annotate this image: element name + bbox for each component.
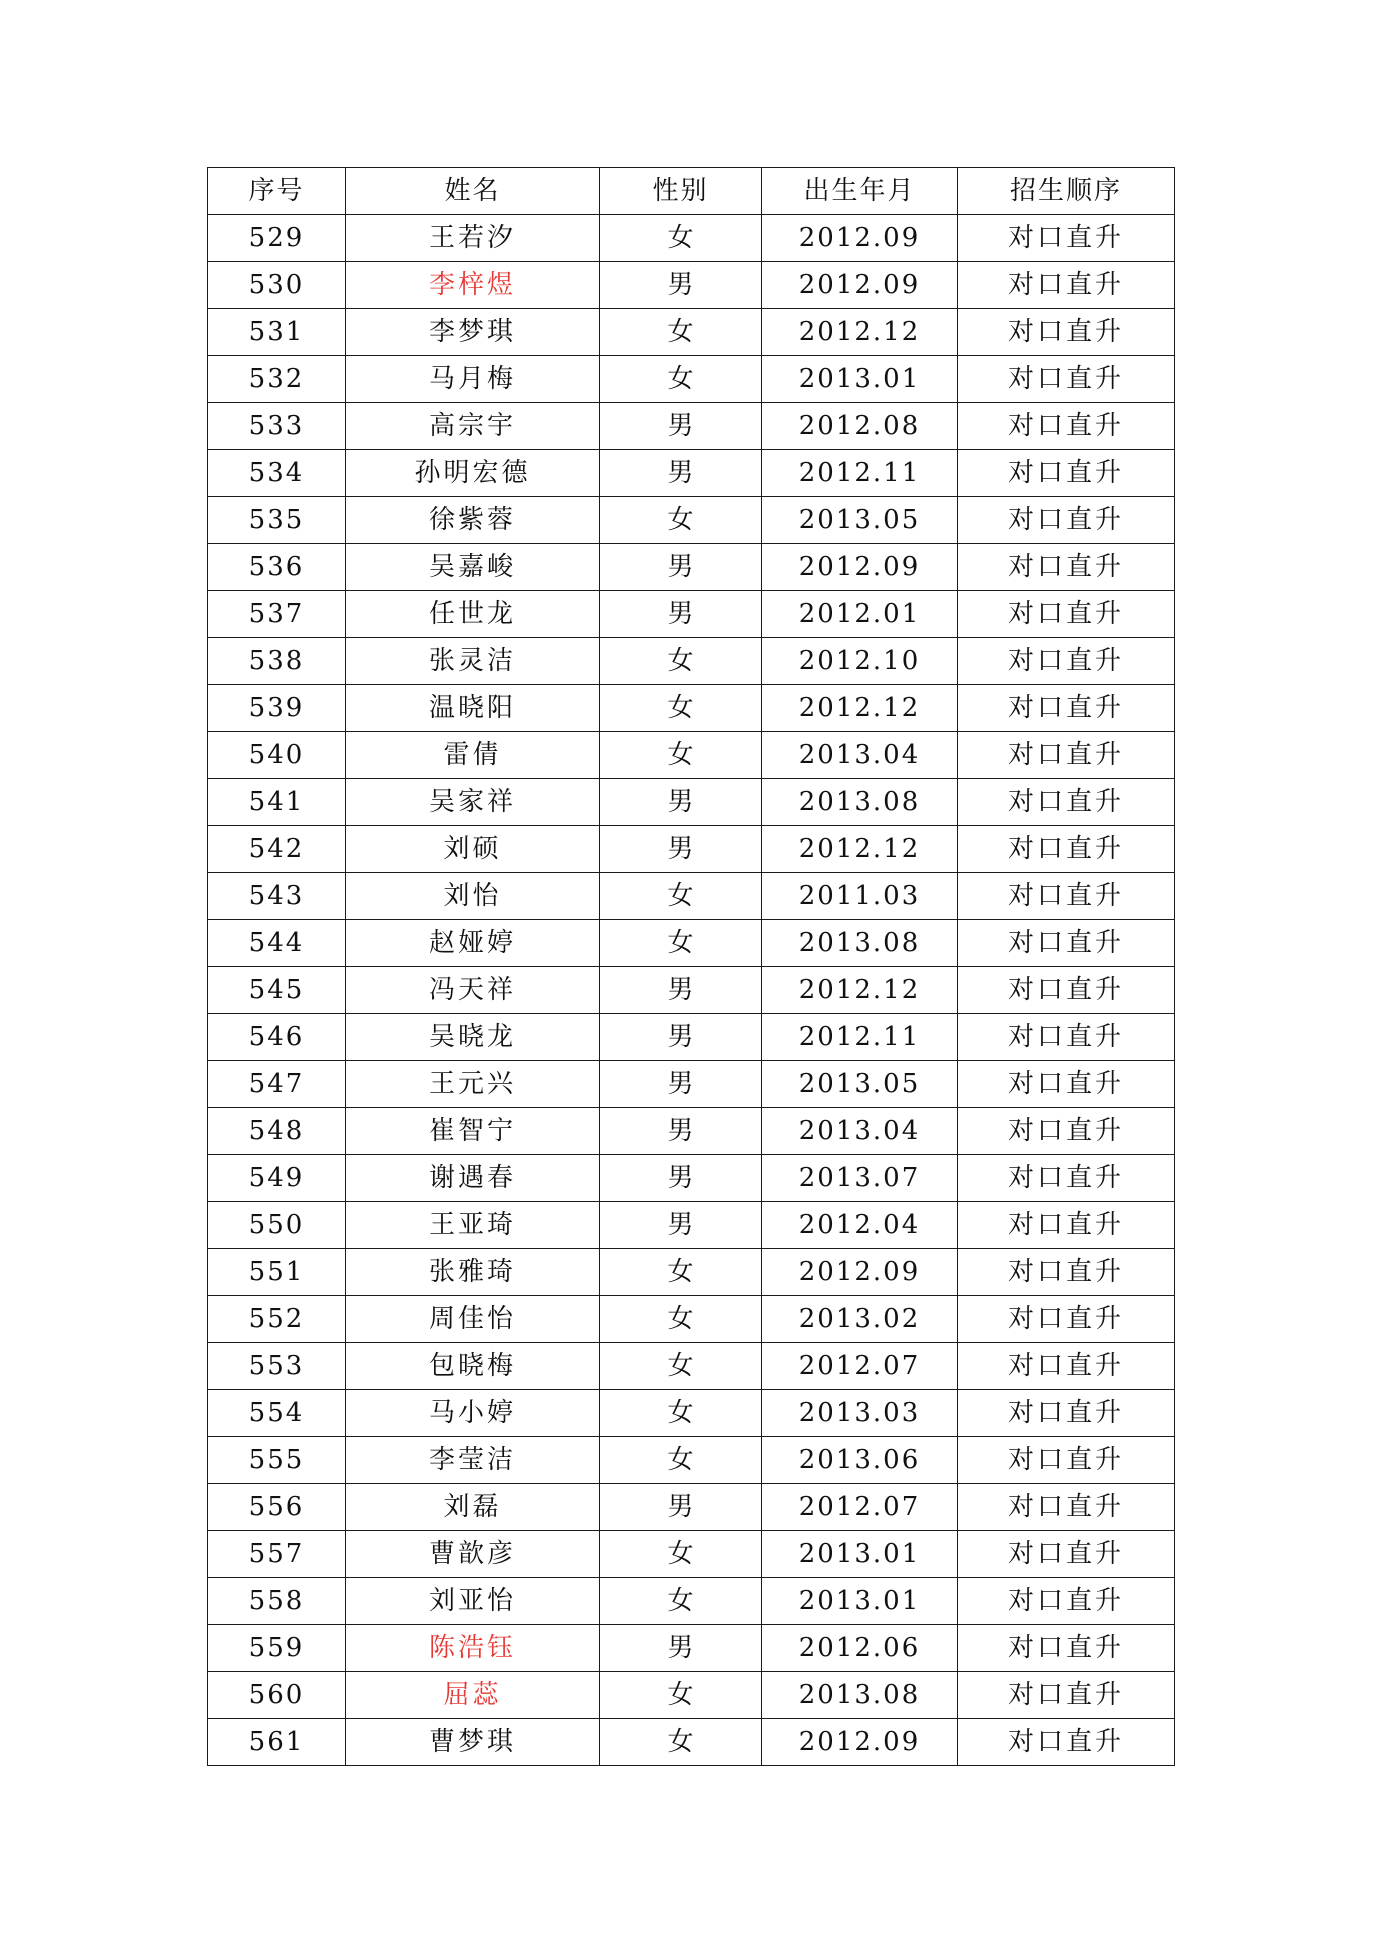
cell-serial-number: 529 <box>208 215 346 262</box>
table-row <box>208 967 1175 1014</box>
cell-gender: 男 <box>600 450 762 497</box>
cell-gender: 男 <box>600 826 762 873</box>
cell-admission-order: 对口直升 <box>958 309 1175 356</box>
cell-admission-order: 对口直升 <box>958 1719 1175 1766</box>
table-row <box>208 309 1175 356</box>
cell-admission-order: 对口直升 <box>958 1390 1175 1437</box>
cell-birth-date: 2012.04 <box>762 1202 958 1249</box>
cell-name: 雷倩 <box>346 732 600 779</box>
cell-name: 刘怡 <box>346 873 600 920</box>
header-gender: 性别 <box>600 168 762 215</box>
cell-serial-number: 554 <box>208 1390 346 1437</box>
cell-serial-number: 561 <box>208 1719 346 1766</box>
cell-serial-number: 552 <box>208 1296 346 1343</box>
cell-admission-order: 对口直升 <box>958 1014 1175 1061</box>
cell-gender: 女 <box>600 497 762 544</box>
cell-birth-date: 2013.06 <box>762 1437 958 1484</box>
cell-birth-date: 2012.01 <box>762 591 958 638</box>
cell-name: 吴晓龙 <box>346 1014 600 1061</box>
cell-admission-order: 对口直升 <box>958 1625 1175 1672</box>
cell-serial-number: 555 <box>208 1437 346 1484</box>
cell-serial-number: 533 <box>208 403 346 450</box>
cell-gender: 女 <box>600 215 762 262</box>
cell-name: 屈蕊 <box>346 1672 600 1719</box>
cell-birth-date: 2012.11 <box>762 450 958 497</box>
cell-birth-date: 2013.05 <box>762 1061 958 1108</box>
cell-admission-order: 对口直升 <box>958 1437 1175 1484</box>
cell-name: 温晓阳 <box>346 685 600 732</box>
cell-gender: 男 <box>600 1061 762 1108</box>
cell-birth-date: 2012.09 <box>762 1249 958 1296</box>
cell-birth-date: 2012.12 <box>762 967 958 1014</box>
cell-birth-date: 2012.08 <box>762 403 958 450</box>
cell-name: 崔智宁 <box>346 1108 600 1155</box>
cell-name: 李梓煜 <box>346 262 600 309</box>
table-row <box>208 497 1175 544</box>
cell-serial-number: 530 <box>208 262 346 309</box>
cell-name: 包晓梅 <box>346 1343 600 1390</box>
cell-serial-number: 536 <box>208 544 346 591</box>
cell-admission-order: 对口直升 <box>958 1484 1175 1531</box>
cell-gender: 女 <box>600 1343 762 1390</box>
cell-birth-date: 2013.01 <box>762 1531 958 1578</box>
cell-gender: 女 <box>600 873 762 920</box>
cell-birth-date: 2012.09 <box>762 262 958 309</box>
cell-birth-date: 2013.05 <box>762 497 958 544</box>
table-row <box>208 1672 1175 1719</box>
table-row <box>208 732 1175 779</box>
cell-serial-number: 559 <box>208 1625 346 1672</box>
cell-serial-number: 549 <box>208 1155 346 1202</box>
cell-admission-order: 对口直升 <box>958 450 1175 497</box>
cell-name: 王若汐 <box>346 215 600 262</box>
cell-name: 王亚琦 <box>346 1202 600 1249</box>
cell-name: 曹歆彦 <box>346 1531 600 1578</box>
cell-name: 张灵洁 <box>346 638 600 685</box>
cell-name: 吴家祥 <box>346 779 600 826</box>
cell-admission-order: 对口直升 <box>958 591 1175 638</box>
cell-admission-order: 对口直升 <box>958 1202 1175 1249</box>
header-birth-date: 出生年月 <box>762 168 958 215</box>
cell-gender: 女 <box>600 1531 762 1578</box>
cell-admission-order: 对口直升 <box>958 873 1175 920</box>
cell-name: 刘亚怡 <box>346 1578 600 1625</box>
cell-gender: 女 <box>600 1249 762 1296</box>
cell-gender: 女 <box>600 309 762 356</box>
cell-birth-date: 2012.07 <box>762 1343 958 1390</box>
cell-serial-number: 553 <box>208 1343 346 1390</box>
table-row <box>208 1249 1175 1296</box>
table-row <box>208 1343 1175 1390</box>
table-row <box>208 1719 1175 1766</box>
cell-serial-number: 545 <box>208 967 346 1014</box>
cell-name: 马月梅 <box>346 356 600 403</box>
cell-serial-number: 560 <box>208 1672 346 1719</box>
table-row <box>208 544 1175 591</box>
cell-gender: 男 <box>600 403 762 450</box>
table-row <box>208 1061 1175 1108</box>
table-row <box>208 873 1175 920</box>
cell-admission-order: 对口直升 <box>958 1343 1175 1390</box>
table-row <box>208 262 1175 309</box>
table-row <box>208 779 1175 826</box>
cell-serial-number: 532 <box>208 356 346 403</box>
cell-gender: 女 <box>600 1578 762 1625</box>
cell-birth-date: 2013.02 <box>762 1296 958 1343</box>
cell-birth-date: 2012.06 <box>762 1625 958 1672</box>
cell-admission-order: 对口直升 <box>958 1296 1175 1343</box>
cell-serial-number: 556 <box>208 1484 346 1531</box>
cell-admission-order: 对口直升 <box>958 638 1175 685</box>
table-row <box>208 1484 1175 1531</box>
table-row <box>208 1014 1175 1061</box>
cell-gender: 女 <box>600 356 762 403</box>
cell-gender: 男 <box>600 967 762 1014</box>
cell-serial-number: 548 <box>208 1108 346 1155</box>
cell-serial-number: 534 <box>208 450 346 497</box>
table-row <box>208 356 1175 403</box>
table-row <box>208 1108 1175 1155</box>
cell-birth-date: 2012.09 <box>762 544 958 591</box>
cell-serial-number: 550 <box>208 1202 346 1249</box>
cell-serial-number: 541 <box>208 779 346 826</box>
cell-birth-date: 2012.10 <box>762 638 958 685</box>
cell-birth-date: 2013.07 <box>762 1155 958 1202</box>
cell-serial-number: 542 <box>208 826 346 873</box>
cell-admission-order: 对口直升 <box>958 967 1175 1014</box>
table-row <box>208 1202 1175 1249</box>
table-row <box>208 638 1175 685</box>
cell-birth-date: 2013.08 <box>762 1672 958 1719</box>
cell-gender: 女 <box>600 1719 762 1766</box>
cell-name: 刘磊 <box>346 1484 600 1531</box>
cell-admission-order: 对口直升 <box>958 779 1175 826</box>
cell-birth-date: 2012.12 <box>762 826 958 873</box>
table-row <box>208 1578 1175 1625</box>
cell-serial-number: 539 <box>208 685 346 732</box>
cell-birth-date: 2013.04 <box>762 1108 958 1155</box>
cell-birth-date: 2013.08 <box>762 779 958 826</box>
cell-admission-order: 对口直升 <box>958 497 1175 544</box>
cell-gender: 男 <box>600 1202 762 1249</box>
table-row <box>208 826 1175 873</box>
cell-serial-number: 535 <box>208 497 346 544</box>
cell-name: 马小婷 <box>346 1390 600 1437</box>
cell-serial-number: 558 <box>208 1578 346 1625</box>
table-row <box>208 215 1175 262</box>
cell-admission-order: 对口直升 <box>958 1249 1175 1296</box>
table-header <box>208 168 1175 215</box>
cell-gender: 男 <box>600 1484 762 1531</box>
cell-name: 高宗宇 <box>346 403 600 450</box>
cell-gender: 女 <box>600 638 762 685</box>
cell-name: 赵娅婷 <box>346 920 600 967</box>
cell-serial-number: 540 <box>208 732 346 779</box>
cell-serial-number: 544 <box>208 920 346 967</box>
header-row <box>208 168 1175 215</box>
table-row <box>208 1625 1175 1672</box>
cell-serial-number: 538 <box>208 638 346 685</box>
cell-name: 周佳怡 <box>346 1296 600 1343</box>
header-admission-order: 招生顺序 <box>958 168 1175 215</box>
cell-birth-date: 2013.08 <box>762 920 958 967</box>
cell-name: 李梦琪 <box>346 309 600 356</box>
cell-birth-date: 2012.11 <box>762 1014 958 1061</box>
cell-serial-number: 543 <box>208 873 346 920</box>
cell-admission-order: 对口直升 <box>958 262 1175 309</box>
cell-gender: 女 <box>600 920 762 967</box>
cell-gender: 男 <box>600 1108 762 1155</box>
cell-gender: 男 <box>600 1625 762 1672</box>
cell-name: 陈浩钰 <box>346 1625 600 1672</box>
cell-serial-number: 546 <box>208 1014 346 1061</box>
cell-birth-date: 2011.03 <box>762 873 958 920</box>
table-row <box>208 1531 1175 1578</box>
cell-birth-date: 2012.09 <box>762 215 958 262</box>
cell-name: 徐紫蓉 <box>346 497 600 544</box>
cell-serial-number: 531 <box>208 309 346 356</box>
cell-admission-order: 对口直升 <box>958 1672 1175 1719</box>
cell-birth-date: 2013.04 <box>762 732 958 779</box>
cell-birth-date: 2012.12 <box>762 685 958 732</box>
cell-admission-order: 对口直升 <box>958 920 1175 967</box>
cell-name: 曹梦琪 <box>346 1719 600 1766</box>
table-row <box>208 1296 1175 1343</box>
cell-name: 冯天祥 <box>346 967 600 1014</box>
cell-gender: 女 <box>600 1437 762 1484</box>
cell-birth-date: 2013.01 <box>762 356 958 403</box>
cell-birth-date: 2012.12 <box>762 309 958 356</box>
cell-gender: 女 <box>600 1672 762 1719</box>
table-row <box>208 920 1175 967</box>
header-serial-number: 序号 <box>208 168 346 215</box>
table-row <box>208 591 1175 638</box>
cell-admission-order: 对口直升 <box>958 1108 1175 1155</box>
cell-name: 吴嘉峻 <box>346 544 600 591</box>
cell-gender: 男 <box>600 1014 762 1061</box>
table-row <box>208 1155 1175 1202</box>
cell-serial-number: 557 <box>208 1531 346 1578</box>
cell-birth-date: 2012.09 <box>762 1719 958 1766</box>
cell-name: 王元兴 <box>346 1061 600 1108</box>
cell-gender: 男 <box>600 779 762 826</box>
cell-admission-order: 对口直升 <box>958 1155 1175 1202</box>
table-row <box>208 1390 1175 1437</box>
table-body <box>208 215 1175 1766</box>
cell-gender: 男 <box>600 1155 762 1202</box>
table-row <box>208 685 1175 732</box>
cell-admission-order: 对口直升 <box>958 544 1175 591</box>
cell-admission-order: 对口直升 <box>958 685 1175 732</box>
cell-gender: 男 <box>600 262 762 309</box>
cell-admission-order: 对口直升 <box>958 215 1175 262</box>
cell-admission-order: 对口直升 <box>958 1061 1175 1108</box>
cell-birth-date: 2013.03 <box>762 1390 958 1437</box>
cell-name: 任世龙 <box>346 591 600 638</box>
cell-gender: 女 <box>600 1296 762 1343</box>
cell-gender: 男 <box>600 591 762 638</box>
cell-serial-number: 547 <box>208 1061 346 1108</box>
cell-name: 张雅琦 <box>346 1249 600 1296</box>
cell-admission-order: 对口直升 <box>958 403 1175 450</box>
cell-admission-order: 对口直升 <box>958 826 1175 873</box>
cell-birth-date: 2013.01 <box>762 1578 958 1625</box>
header-name: 姓名 <box>346 168 600 215</box>
student-roster-table <box>207 167 1175 1766</box>
cell-birth-date: 2012.07 <box>762 1484 958 1531</box>
cell-name: 孙明宏德 <box>346 450 600 497</box>
cell-admission-order: 对口直升 <box>958 356 1175 403</box>
cell-admission-order: 对口直升 <box>958 1578 1175 1625</box>
table-row <box>208 403 1175 450</box>
cell-name: 李莹洁 <box>346 1437 600 1484</box>
cell-admission-order: 对口直升 <box>958 732 1175 779</box>
cell-name: 刘硕 <box>346 826 600 873</box>
cell-serial-number: 551 <box>208 1249 346 1296</box>
cell-gender: 男 <box>600 544 762 591</box>
cell-name: 谢遇春 <box>346 1155 600 1202</box>
cell-admission-order: 对口直升 <box>958 1531 1175 1578</box>
cell-gender: 女 <box>600 1390 762 1437</box>
cell-gender: 女 <box>600 732 762 779</box>
cell-serial-number: 537 <box>208 591 346 638</box>
table-row <box>208 450 1175 497</box>
table-row <box>208 1437 1175 1484</box>
cell-gender: 女 <box>600 685 762 732</box>
